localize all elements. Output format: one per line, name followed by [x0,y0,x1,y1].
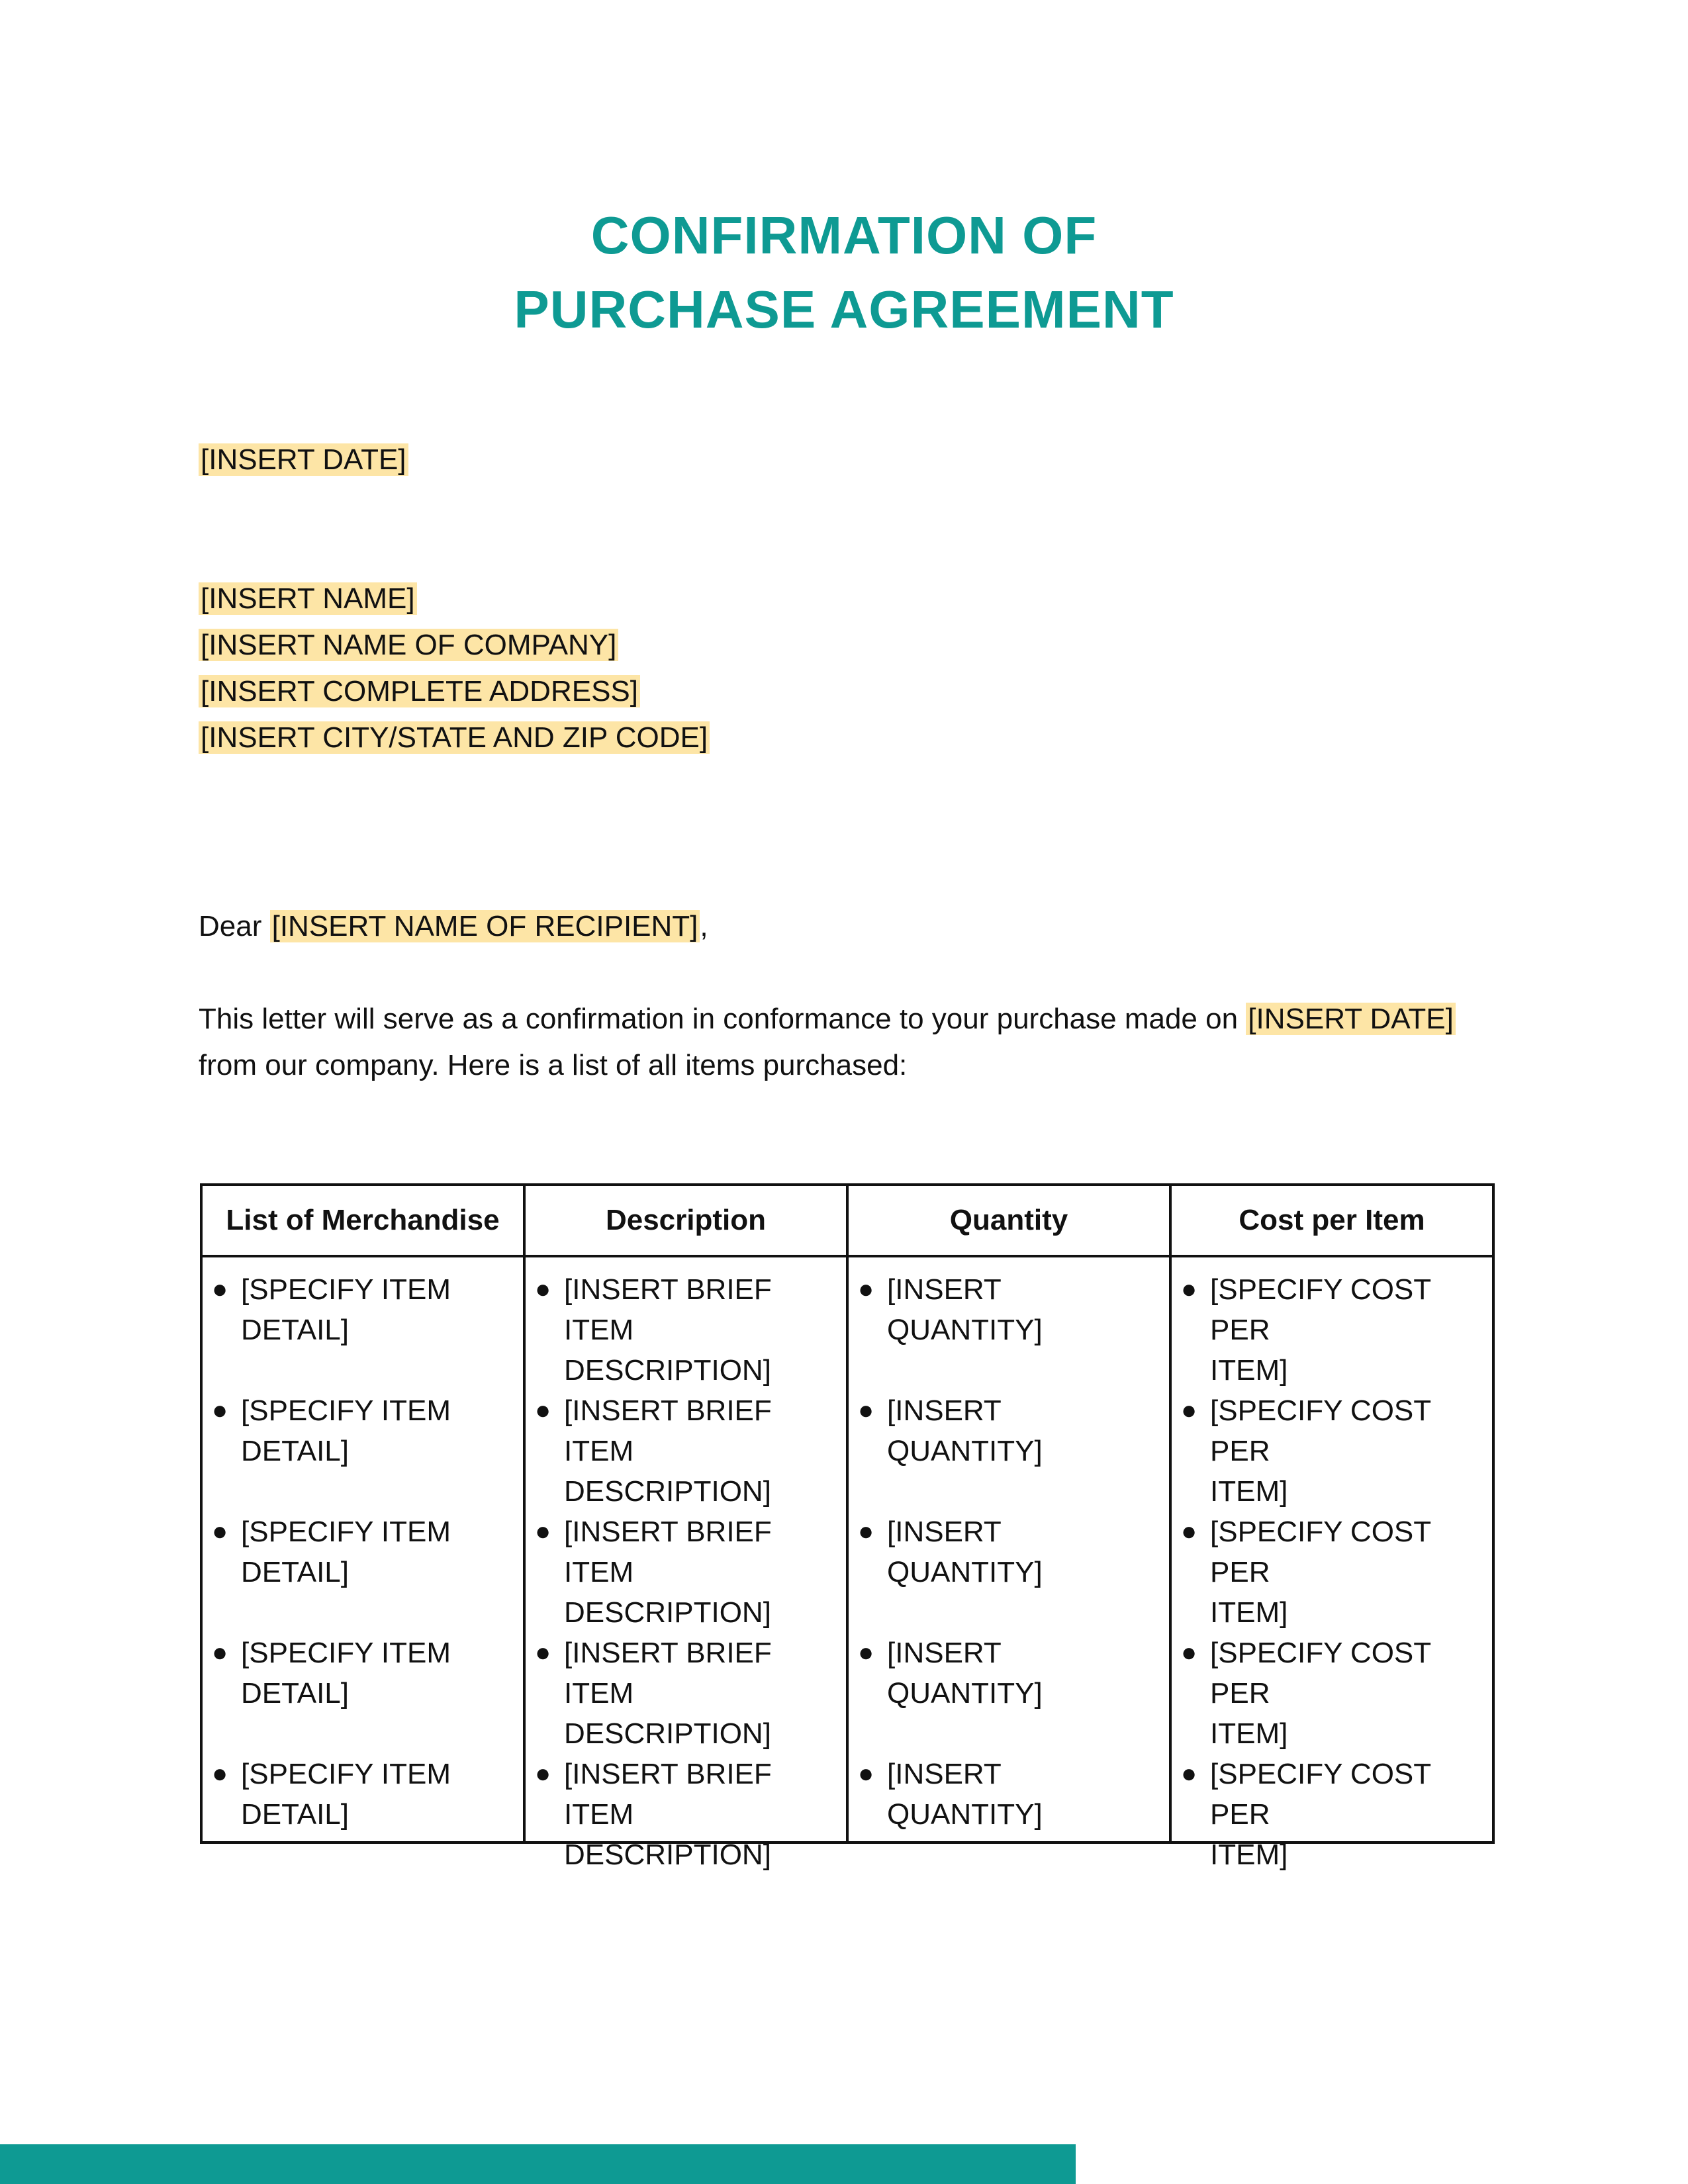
description-item [535,1269,839,1387]
date-placeholder: [INSERT DATE] [199,443,408,476]
description-item [535,1633,839,1750]
letter-date [199,437,408,483]
salutation-suffix: , [700,910,708,942]
description-item-text: [INSERT BRIEF ITEM [564,1758,772,1831]
description-cell [524,1256,847,1871]
cost-item-text: ITEM] [1210,1596,1288,1629]
title-line-1: CONFIRMATION OF [590,206,1098,265]
bullet-icon: ● [858,1638,874,1667]
cost-item-text: [SPECIFY COST PER [1210,1758,1431,1831]
bullet-icon: ● [535,1275,551,1304]
cost-cell [1170,1256,1493,1871]
bullet-icon: ● [535,1396,551,1425]
items-table [200,1183,1495,1871]
cost-item-text: ITEM] [1210,1717,1288,1750]
merchandise-item [212,1512,516,1592]
merchandise-item-text: DETAIL] [241,1556,350,1588]
description-item [535,1512,839,1629]
intro-paragraph [199,996,1456,1089]
cost-item-text: [SPECIFY COST PER [1210,1394,1431,1467]
bullet-icon: ● [212,1517,228,1546]
purchase-date-placeholder: [INSERT DATE] [1246,1003,1456,1035]
merchandise-item [212,1269,516,1350]
description-item [535,1390,839,1508]
merchandise-item-text: [SPECIFY ITEM [241,1273,451,1306]
description-item-text: DESCRIPTION] [564,1717,771,1750]
recipient-address-block [199,576,710,761]
bullet-icon: ● [858,1396,874,1425]
city-state-zip-placeholder: [INSERT CITY/STATE AND ZIP CODE] [199,721,710,754]
cost-item [1181,1754,1485,1871]
bullet-icon: ● [535,1759,551,1788]
quantity-item-text: [INSERT QUANTITY] [887,1516,1043,1588]
page-title [0,199,1688,347]
quantity-cell [847,1256,1170,1843]
cost-item-text: [SPECIFY COST PER [1210,1516,1431,1588]
quantity-item [858,1390,1162,1471]
cost-item-text: [SPECIFY COST PER [1210,1637,1431,1709]
description-item-text: [INSERT BRIEF ITEM [564,1516,772,1588]
merchandise-cell [201,1256,524,1843]
header-merchandise: List of Merchandise [201,1185,524,1256]
merchandise-item [212,1633,516,1713]
address-placeholder: [INSERT COMPLETE ADDRESS] [199,675,640,707]
cost-item-text: ITEM] [1210,1475,1288,1508]
recipient-name-placeholder: [INSERT NAME] [199,582,417,615]
paragraph-line-1: This letter will serve as a confirmation in conformance to your purchase made on [199,1003,1246,1035]
bullet-icon: ● [858,1517,874,1546]
quantity-item [858,1633,1162,1713]
paragraph-line-2: from our company. Here is a list of all items purchased: [199,1049,908,1081]
merchandise-item-text: DETAIL] [241,1677,350,1709]
description-item [535,1754,839,1871]
description-item-list [535,1269,839,1871]
bullet-icon: ● [535,1638,551,1667]
description-item-text: DESCRIPTION] [564,1839,771,1871]
quantity-item-text: [INSERT QUANTITY] [887,1637,1043,1709]
header-quantity: Quantity [847,1185,1170,1256]
quantity-item-list [858,1269,1162,1835]
header-description: Description [524,1185,847,1256]
quantity-item [858,1269,1162,1350]
cost-item-text: ITEM] [1210,1839,1288,1871]
description-item-text: DESCRIPTION] [564,1354,771,1387]
merchandise-item-text: [SPECIFY ITEM [241,1516,451,1548]
description-item-text: [INSERT BRIEF ITEM [564,1637,772,1709]
bullet-icon: ● [212,1396,228,1425]
quantity-item [858,1512,1162,1592]
cost-item [1181,1633,1485,1750]
merchandise-item-list [212,1269,516,1835]
merchandise-item-text: [SPECIFY ITEM [241,1637,451,1669]
quantity-item-text: [INSERT QUANTITY] [887,1758,1043,1831]
bullet-icon: ● [858,1759,874,1788]
bullet-icon: ● [212,1759,228,1788]
salutation-recipient-placeholder: [INSERT NAME OF RECIPIENT] [270,910,700,942]
salutation-prefix: Dear [199,910,270,942]
bullet-icon: ● [858,1275,874,1304]
cost-item-list [1181,1269,1485,1871]
cost-item [1181,1390,1485,1508]
description-item-text: [INSERT BRIEF ITEM [564,1394,772,1467]
cost-item [1181,1269,1485,1387]
cost-item [1181,1512,1485,1629]
description-item-text: DESCRIPTION] [564,1596,771,1629]
header-cost: Cost per Item [1170,1185,1493,1256]
bullet-icon: ● [1181,1759,1197,1788]
quantity-item-text: [INSERT QUANTITY] [887,1273,1043,1346]
merchandise-item-text: DETAIL] [241,1435,350,1467]
bullet-icon: ● [1181,1517,1197,1546]
merchandise-item-text: DETAIL] [241,1314,350,1346]
footer-accent-bar [0,2144,1076,2184]
merchandise-item-text: [SPECIFY ITEM [241,1394,451,1427]
bullet-icon: ● [535,1517,551,1546]
merchandise-item-text: [SPECIFY ITEM [241,1758,451,1790]
merchandise-item [212,1390,516,1471]
salutation [199,903,708,950]
bullet-icon: ● [1181,1275,1197,1304]
bullet-icon: ● [212,1275,228,1304]
table-row [201,1256,1493,1843]
cost-item-text: ITEM] [1210,1354,1288,1387]
merchandise-item [212,1754,516,1835]
table-header-row [201,1185,1493,1256]
bullet-icon: ● [1181,1638,1197,1667]
description-item-text: [INSERT BRIEF ITEM [564,1273,772,1346]
quantity-item-text: [INSERT QUANTITY] [887,1394,1043,1467]
quantity-item [858,1754,1162,1835]
description-item-text: DESCRIPTION] [564,1475,771,1508]
bullet-icon: ● [1181,1396,1197,1425]
company-name-placeholder: [INSERT NAME OF COMPANY] [199,629,618,661]
title-line-2: PURCHASE AGREEMENT [514,280,1174,339]
cost-item-text: [SPECIFY COST PER [1210,1273,1431,1346]
bullet-icon: ● [212,1638,228,1667]
merchandise-item-text: DETAIL] [241,1798,350,1831]
